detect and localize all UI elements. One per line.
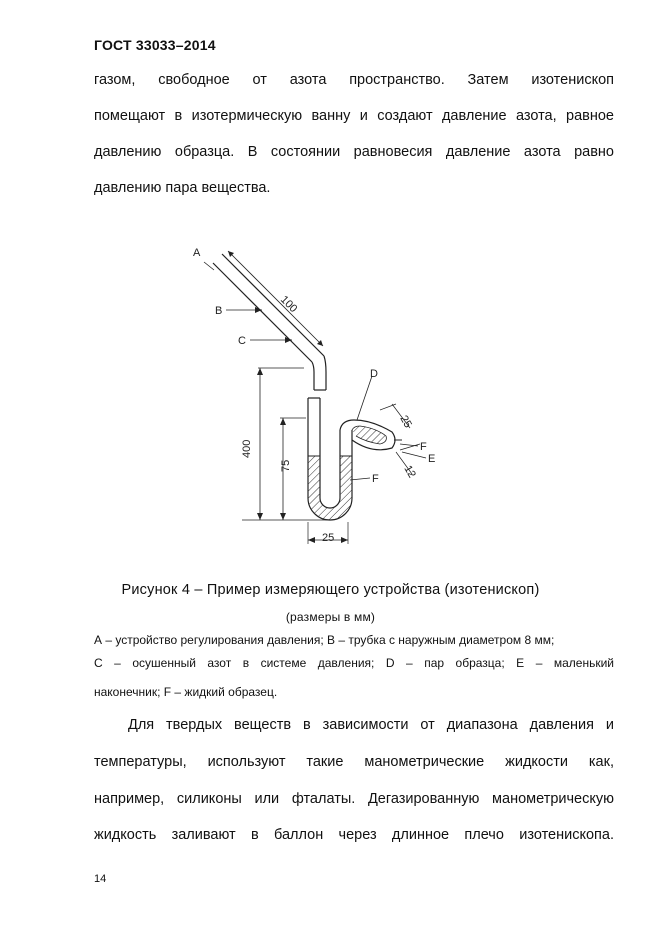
intro-line-2: помещают в изотермическую ванну и создают давление азота, равное <box>94 108 614 124</box>
outro-line-1: Для твердых веществ в зависимости от диапазона давления и <box>128 717 614 733</box>
label-e: E <box>428 453 436 465</box>
label-b: B <box>215 305 223 317</box>
angled-tube <box>213 254 326 390</box>
legend-line-2: С – осушенный азот в системе давления; D – пар образца; Е – маленький <box>94 656 614 670</box>
dimension-100 <box>228 251 323 346</box>
dim-75-label: 75 <box>280 459 292 472</box>
intro-line-3: давлению образца. В состоянии равновесия давление азота равно <box>94 144 614 160</box>
dim-25-bottom-label: 25 <box>322 532 335 544</box>
legend-line-3: наконечник; F – жидкий образец. <box>94 685 278 699</box>
outro-line-3: например, силиконы или фталаты. Дегазированную манометрическую <box>94 791 614 807</box>
label-d: D <box>370 368 378 380</box>
dim-25-bulb-label: 25 <box>397 413 414 431</box>
page-number: 14 <box>94 873 107 885</box>
sample-bulb <box>340 420 402 450</box>
outro-line-2: температуры, используют такие манометрические жидкости как, <box>94 754 614 770</box>
dim-400-label: 400 <box>241 439 253 458</box>
figure-caption: Рисунок 4 – Пример измеряющего устройства (изотенископ) <box>121 582 540 598</box>
label-a: A <box>193 247 201 259</box>
figure-caption-units: (размеры в мм) <box>285 610 376 624</box>
outro-line-4: жидкость заливают в баллон через длинное плечо изотенископа. <box>94 827 614 843</box>
isoteniscope-figure <box>180 238 450 550</box>
dim-12-label: 12 <box>401 463 418 481</box>
label-f-tip: F <box>420 441 427 453</box>
u-tube <box>308 398 352 520</box>
dim-100-label: 100 <box>277 293 300 316</box>
label-c: C <box>238 335 246 347</box>
intro-line-1: газом, свободное от азота пространство. Затем изотенископ <box>94 72 614 88</box>
intro-line-4: давлению пара вещества. <box>94 180 271 196</box>
legend-line-1: А – устройство регулирования давления; В – трубка с наружным диаметром 8 мм; <box>94 633 555 647</box>
label-f-liquid: F <box>372 473 379 485</box>
document-header: ГОСТ 33033–2014 <box>94 37 216 53</box>
